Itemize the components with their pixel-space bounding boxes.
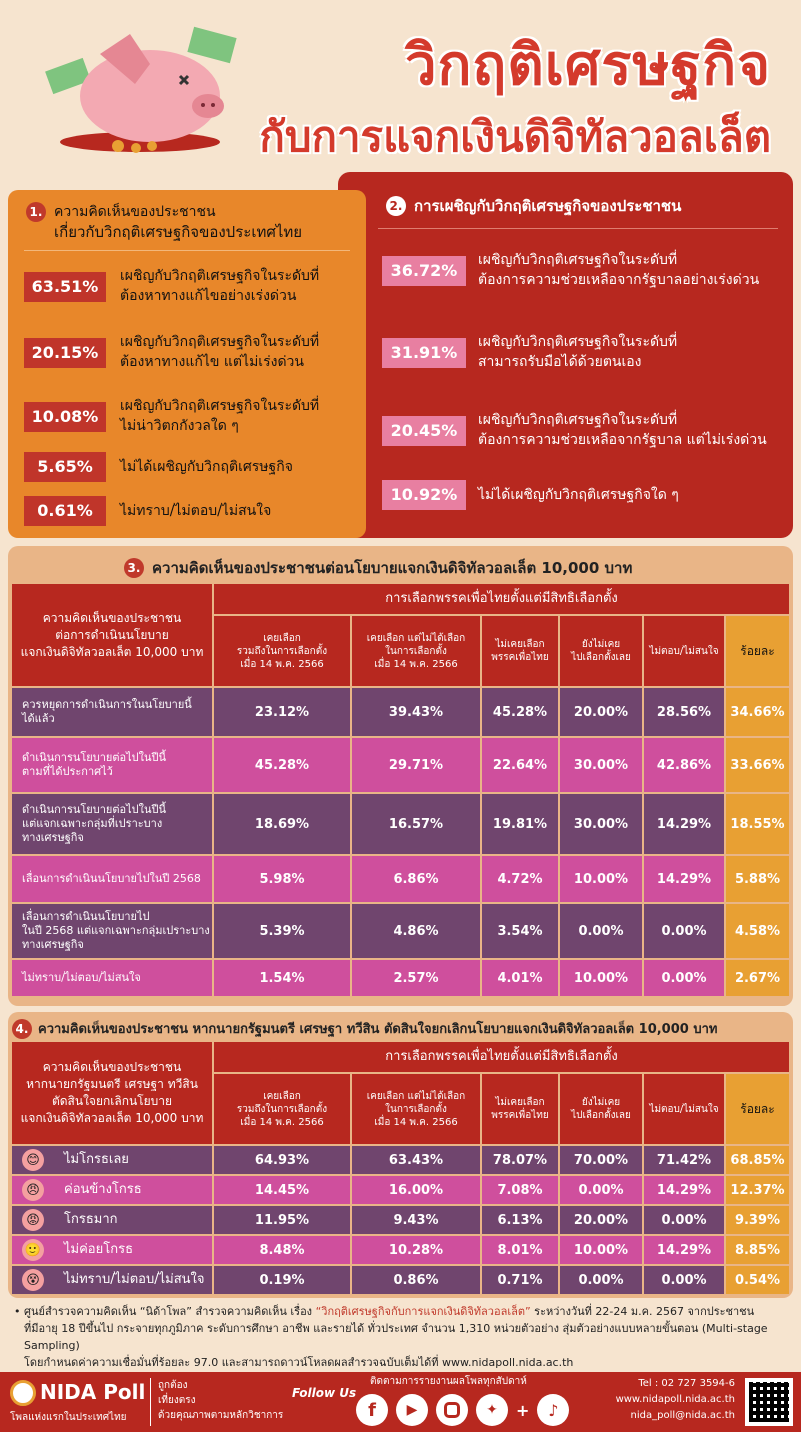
column-header — [726, 616, 789, 686]
section-4-panel — [8, 1012, 793, 1298]
table-cell: 6.86% — [352, 856, 480, 902]
table-cell: 4.86% — [352, 904, 480, 958]
s2-pct-1: 36.72% — [382, 256, 466, 286]
table-cell: 10.00% — [560, 1236, 642, 1264]
column-header — [560, 616, 642, 686]
s2-text-4: ไม่ได้เผชิญกับวิกฤติเศรษฐกิจใด ๆ — [478, 487, 679, 503]
qr-code-icon[interactable] — [745, 1378, 793, 1426]
s1-text-1: เผชิญกับวิกฤติเศรษฐกิจในระดับที่ ต้องหาทางแก้ไขอย่างเร่งด่วน — [120, 268, 320, 304]
table-cell: 45.28% — [214, 738, 350, 792]
column-header-line: รวมถึงในการเลือกตั้ง — [236, 1103, 328, 1115]
row-label-line: ทางเศรษฐกิจ — [22, 938, 84, 951]
row-label-line: ดำเนินการนโยบายต่อไปในปีนี้ — [22, 803, 166, 816]
row-label — [12, 794, 212, 854]
section-1-number: 1. — [26, 202, 46, 222]
column-header-line: เคยเลือก แต่ไม่ได้เลือก — [366, 632, 466, 644]
table-cell: 16.57% — [352, 794, 480, 854]
table-cell: 78.07% — [482, 1146, 558, 1174]
s2-pct-4: 10.92% — [382, 480, 466, 510]
table-cell: 16.00% — [352, 1176, 480, 1204]
twitter-icon[interactable]: ✦ — [476, 1394, 508, 1426]
section-4-number: 4. — [12, 1019, 32, 1039]
table-cell: 0.19% — [214, 1266, 350, 1294]
table-cell: 10.00% — [560, 856, 642, 902]
contact-info — [616, 1376, 735, 1424]
table-cell: 71.42% — [644, 1146, 724, 1174]
table-cell: 30.00% — [560, 738, 642, 792]
column-header-line: เมื่อ 14 พ.ค. 2566 — [240, 1116, 324, 1128]
table-cell: 3.54% — [482, 904, 558, 958]
survey-title-highlight: “วิกฤติเศรษฐกิจกับการแจกเงินดิจิทัลวอลเล็ต” — [315, 1305, 531, 1318]
row-label — [12, 856, 212, 902]
face-emoji-icon: 🙂 — [22, 1239, 44, 1261]
brand-tagline: โพลแห่งแรกในประเทศไทย — [10, 1412, 127, 1423]
table-cell: 18.55% — [726, 794, 789, 854]
table-cell: 10.00% — [560, 960, 642, 996]
row-header-line: ตัดสินใจยกเลิกนโยบาย — [51, 1094, 173, 1108]
table-cell: 23.12% — [214, 688, 350, 736]
column-header — [644, 616, 724, 686]
column-header — [352, 1074, 480, 1144]
section-1-heading — [26, 202, 302, 242]
section-3-panel — [8, 546, 793, 1006]
table-cell: 64.93% — [214, 1146, 350, 1174]
s1-pct-2: 20.15% — [24, 338, 106, 368]
s2-text-1: เผชิญกับวิกฤติเศรษฐกิจในระดับที่ ต้องการความช่วยเหลือจากรัฐบาลอย่างเร่งด่วน — [478, 252, 760, 288]
broken-piggy-bank-icon — [40, 14, 240, 154]
table-cell: 45.28% — [482, 688, 558, 736]
section-2-number: 2. — [386, 196, 406, 216]
column-header-line: พรรคเพื่อไทย — [491, 1110, 549, 1121]
footnote: • ศูนย์สำรวจความคิดเห็น “นิด้าโพล” สำรวจความคิดเห็น เรื่อง “วิกฤติเศรษฐกิจกับการแจกเงินดิจิทัลวอลเล็ต” ระหว่างวันที่ 22-24 ม.ค. 2567 จากประชาชน ที่มีอายุ 18 ปีขึ้นไป กระจายทุกภูมิภาค ระดับการศึกษา อาชีพ และรายได้ ทั่วประเทศ จำนวน 1,310 หน่วยตัวอย่าง สุ่มตัวอย่างแบบหลายขั้นตอน (Multi-stage Sampling) โดยกำหนดค่าความเชื่อมั่นที่ร้อยละ 97.0 และสามารถดาวน์โหลดผลสำรวจฉบับเต็มได้ที่ www.nidapoll.nida.ac.th — [14, 1305, 768, 1369]
column-header-line: ไม่เคยเลือก — [495, 639, 545, 650]
table-cell: 20.00% — [560, 688, 642, 736]
section-3-number: 3. — [124, 558, 144, 578]
row-label-line: ควรหยุดการดำเนินการในนโยบายนี้ — [22, 698, 192, 711]
row-label: ไม่ทราบ/ไม่ตอบ/ไม่สนใจ — [12, 1266, 212, 1294]
phone-number: Tel : 02 727 3594-6 — [638, 1378, 735, 1389]
row-label — [12, 738, 212, 792]
table-cell: 0.54% — [726, 1266, 789, 1294]
table-cell: 18.69% — [214, 794, 350, 854]
section-4-table — [8, 1042, 793, 1296]
table-cell: 0.71% — [482, 1266, 558, 1294]
plus-sign: + — [516, 1400, 530, 1420]
table-cell: 0.00% — [560, 1176, 642, 1204]
s1-text-4: ไม่ได้เผชิญกับวิกฤติเศรษฐกิจ — [120, 459, 293, 475]
section-3-table — [8, 584, 793, 1004]
row-label-line: แต่แจกเฉพาะกลุ่มที่เปราะบาง — [22, 817, 163, 830]
column-header-line: เคยเลือก — [263, 632, 301, 644]
tiktok-icon[interactable]: ♪ — [537, 1394, 569, 1426]
column-header — [352, 616, 480, 686]
section-2-title: การเผชิญกับวิกฤติเศรษฐกิจของประชาชน — [414, 197, 682, 215]
table-cell: 63.43% — [352, 1146, 480, 1174]
divider — [150, 1378, 151, 1426]
column-header-line: ไปเลือกตั้งเลย — [571, 652, 631, 663]
table-cell: 7.08% — [482, 1176, 558, 1204]
face-emoji-icon: 😊 — [22, 1149, 44, 1171]
table-cell: 70.00% — [560, 1146, 642, 1174]
follow-subtitle: ติดตามการรายงานผลโพลทุกสัปดาห์ — [370, 1376, 527, 1387]
youtube-icon[interactable]: ▶ — [396, 1394, 428, 1426]
column-header-line: ยังไม่เคย — [581, 639, 621, 650]
table-cell: 12.37% — [726, 1176, 789, 1204]
table-cell: 11.95% — [214, 1206, 350, 1234]
column-header-line: ในการเลือกตั้ง — [385, 645, 447, 657]
motto: ถูกต้อง เที่ยงตรง ด้วยคุณภาพตามหลักวิชาการ — [158, 1380, 284, 1421]
table-cell: 6.13% — [482, 1206, 558, 1234]
column-header-line: ร้อยละ — [740, 1101, 775, 1116]
table-cell: 39.43% — [352, 688, 480, 736]
row-label — [12, 960, 212, 996]
row-label-line: ไม่ทราบ/ไม่ตอบ/ไม่สนใจ — [22, 971, 141, 984]
row-label-line: เลื่อนการดำเนินนโยบายไปในปี 2568 — [22, 872, 201, 885]
row-header-title — [12, 584, 212, 686]
table-cell: 0.00% — [644, 960, 724, 996]
s1-pct-4: 5.65% — [24, 452, 106, 482]
column-header — [560, 1074, 642, 1144]
row-label-line: ตามที่ได้ประกาศไว้ — [22, 765, 113, 778]
column-header-line: เมื่อ 14 พ.ค. 2566 — [374, 658, 458, 670]
row-header-line: ความคิดเห็นของประชาชน — [42, 1060, 182, 1074]
row-header-line: แจกเงินดิจิทัลวอลเล็ต 10,000 บาท — [20, 644, 204, 659]
table-cell: 0.00% — [644, 1266, 724, 1294]
column-header-line: ยังไม่เคย — [581, 1097, 621, 1108]
table-cell: 8.48% — [214, 1236, 350, 1264]
row-label: โกรธมาก — [12, 1206, 212, 1234]
s2-text-2: เผชิญกับวิกฤติเศรษฐกิจในระดับที่ สามารถรับมือได้ด้วยตนเอง — [478, 334, 678, 370]
row-label-line: ในปี 2568 แต่แจกเฉพาะกลุ่มเปราะบาง — [22, 924, 210, 937]
section-1-panel — [8, 190, 366, 538]
table-cell: 8.01% — [482, 1236, 558, 1264]
table-cell: 4.01% — [482, 960, 558, 996]
table-cell: 5.39% — [214, 904, 350, 958]
table-cell: 1.54% — [214, 960, 350, 996]
table-cell: 14.45% — [214, 1176, 350, 1204]
facebook-icon[interactable]: f — [356, 1394, 388, 1426]
instagram-icon[interactable] — [436, 1394, 468, 1426]
brand-name: NIDA Poll — [40, 1380, 146, 1404]
s1-pct-3: 10.08% — [24, 402, 106, 432]
table-cell: 9.39% — [726, 1206, 789, 1234]
table-cell: 0.00% — [560, 904, 642, 958]
row-label: ค่อนข้างโกรธ — [12, 1176, 212, 1204]
section-2-heading — [386, 194, 681, 218]
column-header-line: ไม่เคยเลือก — [495, 1097, 545, 1108]
table-cell: 0.86% — [352, 1266, 480, 1294]
row-header-line: หากนายกรัฐมนตรี เศรษฐา ทวีสิน — [26, 1077, 198, 1091]
table-cell: 10.28% — [352, 1236, 480, 1264]
table-cell: 5.88% — [726, 856, 789, 902]
footer-bar — [0, 1372, 801, 1432]
title-line-1: วิกฤติเศรษฐกิจ — [405, 33, 771, 98]
table-cell: 14.29% — [644, 856, 724, 902]
title-line-2: กับการแจกเงินดิจิทัลวอลเล็ต — [259, 112, 771, 161]
row-label-line: ทางเศรษฐกิจ — [22, 831, 84, 844]
column-header — [214, 1074, 350, 1144]
section-1-title-line-1: ความคิดเห็นของประชาชน — [54, 204, 216, 220]
column-header-line: ไปเลือกตั้งเลย — [571, 1110, 631, 1121]
column-header — [482, 616, 558, 686]
table-cell: 2.67% — [726, 960, 789, 996]
table-cell: 2.57% — [352, 960, 480, 996]
s1-text-2: เผชิญกับวิกฤติเศรษฐกิจในระดับที่ ต้องหาทางแก้ไข แต่ไม่เร่งด่วน — [120, 334, 320, 370]
table-cell: 20.00% — [560, 1206, 642, 1234]
table-cell: 22.64% — [482, 738, 558, 792]
table-cell: 4.72% — [482, 856, 558, 902]
row-label — [12, 904, 212, 958]
face-emoji-icon: 😠 — [22, 1179, 44, 1201]
row-label: ไม่โกรธเลย — [12, 1146, 212, 1174]
face-emoji-icon: 😡 — [22, 1209, 44, 1231]
table-cell: 19.81% — [482, 794, 558, 854]
column-header-line: ไม่ตอบ/ไม่สนใจ — [649, 1103, 719, 1115]
table-cell: 14.29% — [644, 1236, 724, 1264]
column-header-line: ในการเลือกตั้ง — [385, 1103, 447, 1115]
column-header-line: ไม่ตอบ/ไม่สนใจ — [649, 645, 719, 657]
s1-pct-1: 63.51% — [24, 272, 106, 302]
table-cell: 14.29% — [644, 1176, 724, 1204]
table-cell: 33.66% — [726, 738, 789, 792]
table-cell: 14.29% — [644, 794, 724, 854]
table-cell: 0.00% — [644, 904, 724, 958]
row-header-line: ต่อการดำเนินนโยบาย — [55, 627, 169, 642]
row-label — [12, 688, 212, 736]
follow-us-label: Follow Us — [292, 1386, 357, 1400]
table-cell: 4.58% — [726, 904, 789, 958]
social-icons — [356, 1394, 569, 1426]
column-header-line: พรรคเพื่อไทย — [491, 652, 549, 663]
section-1-title-line-2: เกี่ยวกับวิกฤติเศรษฐกิจของประเทศไทย — [54, 223, 303, 241]
row-header-title — [12, 1042, 212, 1144]
header — [0, 0, 801, 180]
column-header — [214, 616, 350, 686]
divider — [24, 250, 350, 251]
table-cell: 9.43% — [352, 1206, 480, 1234]
table-cell: 28.56% — [644, 688, 724, 736]
table-cell: 42.86% — [644, 738, 724, 792]
table-cell: 0.00% — [560, 1266, 642, 1294]
row-header-line: แจกเงินดิจิทัลวอลเล็ต 10,000 บาท — [20, 1111, 204, 1125]
column-header-line: เคยเลือก — [263, 1090, 301, 1102]
row-label-line: เลื่อนการดำเนินนโยบายไป — [22, 910, 150, 923]
row-label-line: ดำเนินการนโยบายต่อไปในปีนี้ — [22, 751, 166, 764]
column-header — [644, 1074, 724, 1144]
column-header — [726, 1074, 789, 1144]
table-cell: 8.85% — [726, 1236, 789, 1264]
group-header: การเลือกพรรคเพื่อไทยตั้งแต่มีสิทธิเลือกตั้ง — [214, 584, 789, 614]
nida-logo-icon — [10, 1380, 36, 1406]
column-header-line: เคยเลือก แต่ไม่ได้เลือก — [366, 1090, 466, 1102]
table-cell: 29.71% — [352, 738, 480, 792]
column-header-line: เมื่อ 14 พ.ค. 2566 — [240, 658, 324, 670]
s2-pct-2: 31.91% — [382, 338, 466, 368]
website-link[interactable]: www.nidapoll.nida.ac.th — [615, 1394, 735, 1405]
column-header-line: เมื่อ 14 พ.ค. 2566 — [374, 1116, 458, 1128]
s1-pct-5: 0.61% — [24, 496, 106, 526]
section-4-title: ความคิดเห็นของประชาชน หากนายกรัฐมนตรี เศรษฐา ทวีสิน ตัดสินใจยกเลิกนโยบายแจกเงินดิจิทัลวอลเล็ต 10,000 บาท — [38, 1022, 718, 1037]
column-header — [482, 1074, 558, 1144]
table-cell: 5.98% — [214, 856, 350, 902]
column-header-line: ร้อยละ — [740, 643, 775, 658]
section-3-title: ความคิดเห็นของประชาชนต่อนโยบายแจกเงินดิจิทัลวอลเล็ต 10,000 บาท — [152, 559, 633, 577]
table-cell: 34.66% — [726, 688, 789, 736]
s1-text-3: เผชิญกับวิกฤติเศรษฐกิจในระดับที่ ไม่น่าวิตกกังวลใด ๆ — [120, 398, 320, 434]
column-header-line: รวมถึงในการเลือกตั้ง — [236, 645, 328, 657]
divider — [378, 228, 778, 229]
s1-text-5: ไม่ทราบ/ไม่ตอบ/ไม่สนใจ — [120, 503, 272, 519]
table-cell: 0.00% — [644, 1206, 724, 1234]
group-header: การเลือกพรรคเพื่อไทยตั้งแต่มีสิทธิเลือกตั้ง — [214, 1042, 789, 1072]
s2-text-3: เผชิญกับวิกฤติเศรษฐกิจในระดับที่ ต้องการความช่วยเหลือจากรัฐบาล แต่ไม่เร่งด่วน — [478, 412, 767, 448]
row-label-line: ได้แล้ว — [22, 712, 55, 725]
s2-pct-3: 20.45% — [382, 416, 466, 446]
section-3-heading — [124, 556, 632, 580]
row-label: ไม่ค่อยโกรธ — [12, 1236, 212, 1264]
face-emoji-icon: 😵 — [22, 1269, 44, 1291]
email-link[interactable]: nida_poll@nida.ac.th — [630, 1410, 735, 1421]
table-cell: 30.00% — [560, 794, 642, 854]
section-4-heading — [12, 1018, 717, 1039]
row-header-line: ความคิดเห็นของประชาชน — [42, 610, 182, 625]
section-2-panel — [338, 172, 793, 538]
table-cell: 68.85% — [726, 1146, 789, 1174]
